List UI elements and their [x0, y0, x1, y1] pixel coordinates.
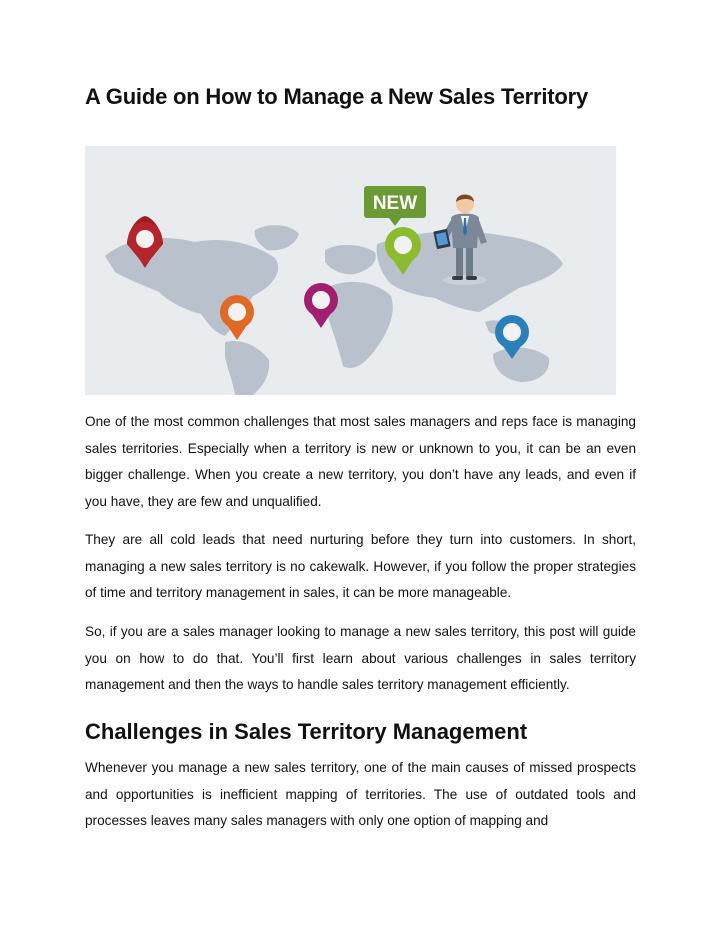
- section-paragraph-1: Whenever you manage a new sales territory, one of the main causes of missed prospects and opportunities is inefficient mapping of territories. The use of outdated tools and processes leaves many sales managers with only one option of mapping and: [85, 760, 636, 829]
- page-title: A Guide on How to Manage a New Sales Territory: [85, 84, 589, 109]
- new-badge-label: NEW: [372, 193, 418, 214]
- hero-image: [85, 146, 616, 395]
- section-heading: Challenges in Sales Territory Management: [85, 719, 528, 744]
- intro-paragraph-3: So, if you are a sales manager looking to manage a new sales territory, this post will guide you on how to do that. You’ll first learn about various challenges in sales territory management and then the ways to handle sales territory management efficiently.: [85, 624, 636, 693]
- intro-paragraph-2: They are all cold leads that need nurturing before they turn into customers. In short, managing a new sales territory is no cakewalk. However, if you follow the proper strategies of time and territory management in sales, it can be more manageable.: [85, 532, 636, 601]
- intro-paragraph-1: One of the most common challenges that most sales managers and reps face is managing sales territories. Especially when a territory is new or unknown to you, it can be an even bigger challenge. When you create a new territory, you don’t have any leads, and even if you have, they are few and unqualified.: [85, 414, 636, 509]
